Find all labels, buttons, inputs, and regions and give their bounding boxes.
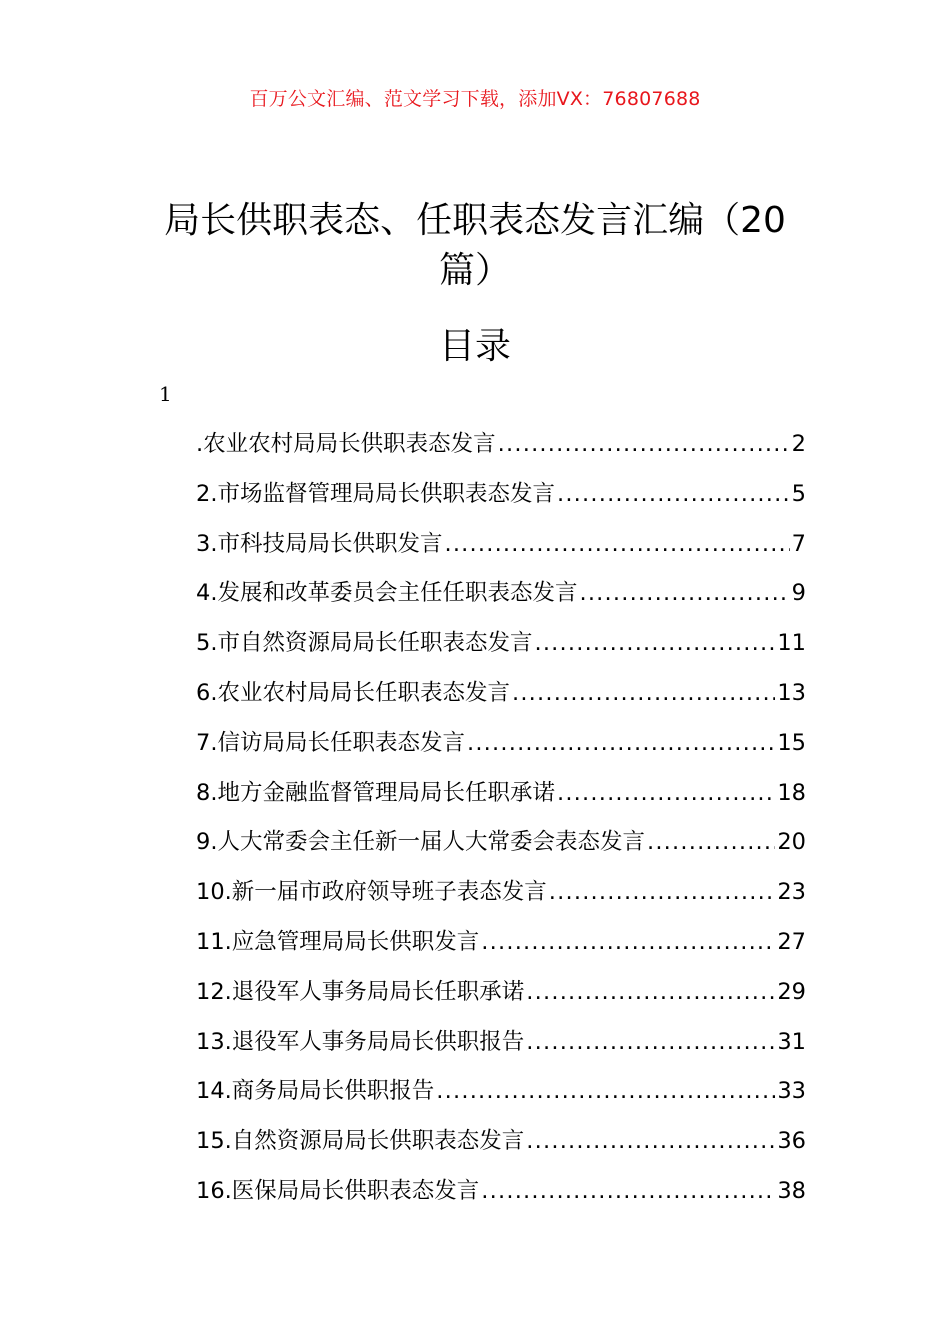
toc-leader-dots: [526, 1121, 775, 1161]
toc-item[interactable]: [196, 773, 806, 823]
stray-number: 1: [159, 382, 172, 406]
toc-item[interactable]: [196, 1022, 806, 1072]
toc-heading: 目录: [438, 326, 511, 367]
toc-item-title: 11.应急管理局局长供职发言: [196, 928, 480, 955]
toc-leader-dots: [481, 1171, 775, 1211]
toc-item-title: 6.农业农村局局长任职表态发言: [196, 679, 510, 706]
toc-item-page-number: 27: [777, 928, 806, 955]
toc-item-page-number: 13: [777, 679, 806, 706]
toc-item-title: 8.地方金融监督管理局局长任职承诺: [196, 779, 555, 806]
toc-item[interactable]: [196, 1071, 806, 1121]
toc-leader-dots: [526, 972, 775, 1012]
toc-item-title: 12.退役军人事务局局长任职承诺: [196, 978, 525, 1005]
toc-item[interactable]: [196, 922, 806, 972]
toc-item[interactable]: [196, 623, 806, 673]
toc-item[interactable]: [196, 1121, 806, 1171]
toc-leader-dots: [436, 1071, 775, 1111]
toc-leader-dots: [444, 524, 789, 564]
toc-item-page-number: 15: [777, 729, 806, 756]
toc-item-title: 16.医保局局长供职表态发言: [196, 1177, 480, 1204]
toc-leader-dots: [557, 474, 790, 514]
toc-item[interactable]: [196, 424, 806, 474]
toc-item-page-number: 31: [777, 1028, 806, 1055]
toc-leader-dots: [526, 1022, 775, 1062]
document-title: 局长供职表态、任职表态发言汇编（20篇）: [164, 200, 786, 292]
toc-item-title: 3.市科技局局长供职发言: [196, 530, 443, 557]
toc-leader-dots: [557, 773, 775, 813]
toc-leader-dots: [498, 424, 790, 464]
header-note: 百万公文汇编、范文学习下载，添加VX：76807688: [249, 88, 701, 110]
toc-item-page-number: 29: [777, 978, 806, 1005]
toc-leader-dots: [647, 822, 775, 862]
toc-item[interactable]: [196, 474, 806, 524]
toc-leader-dots: [481, 922, 775, 962]
toc-item-title: 14.商务局局长供职报告: [196, 1078, 435, 1105]
toc-item-page-number: 5: [791, 480, 806, 507]
toc-item-title: 10.新一届市政府领导班子表态发言: [196, 879, 547, 906]
toc-item-page-number: 18: [777, 779, 806, 806]
toc-item-page-number: 2: [791, 431, 806, 457]
toc-leader-dots: [579, 573, 789, 613]
toc-item[interactable]: [196, 822, 806, 872]
toc-item[interactable]: [196, 573, 806, 623]
toc-item[interactable]: [196, 673, 806, 723]
toc-item-page-number: 20: [777, 829, 806, 856]
table-of-contents: [196, 424, 806, 1221]
toc-item-title: 5.市自然资源局局长任职表态发言: [196, 630, 533, 657]
toc-item-title: 7.信访局局长任职表态发言: [196, 729, 465, 756]
toc-item-page-number: 23: [777, 879, 806, 906]
toc-item-title: 13.退役军人事务局局长供职报告: [196, 1028, 525, 1055]
toc-leader-dots: [549, 872, 776, 912]
toc-item-page-number: 33: [777, 1078, 806, 1105]
toc-item-page-number: 36: [777, 1128, 806, 1155]
toc-item-title: .农业农村局局长供职表态发言: [196, 431, 496, 457]
toc-item-page-number: 11: [777, 630, 806, 657]
toc-leader-dots: [467, 723, 775, 763]
toc-leader-dots: [512, 673, 775, 713]
toc-item-title: 2.市场监督管理局局长供职表态发言: [196, 480, 555, 507]
toc-item-page-number: 38: [777, 1177, 806, 1204]
toc-item[interactable]: [196, 872, 806, 922]
toc-item[interactable]: [196, 1171, 806, 1221]
toc-item-page-number: 9: [791, 580, 806, 607]
toc-item-title: 4.发展和改革委员会主任任职表态发言: [196, 580, 578, 607]
toc-item-title: 15.自然资源局局长供职表态发言: [196, 1128, 525, 1155]
toc-item[interactable]: [196, 723, 806, 773]
toc-item-page-number: 7: [791, 530, 806, 557]
toc-item-title: 9.人大常委会主任新一届人大常委会表态发言: [196, 829, 645, 856]
toc-leader-dots: [534, 623, 775, 663]
toc-item[interactable]: [196, 524, 806, 574]
toc-item[interactable]: [196, 972, 806, 1022]
